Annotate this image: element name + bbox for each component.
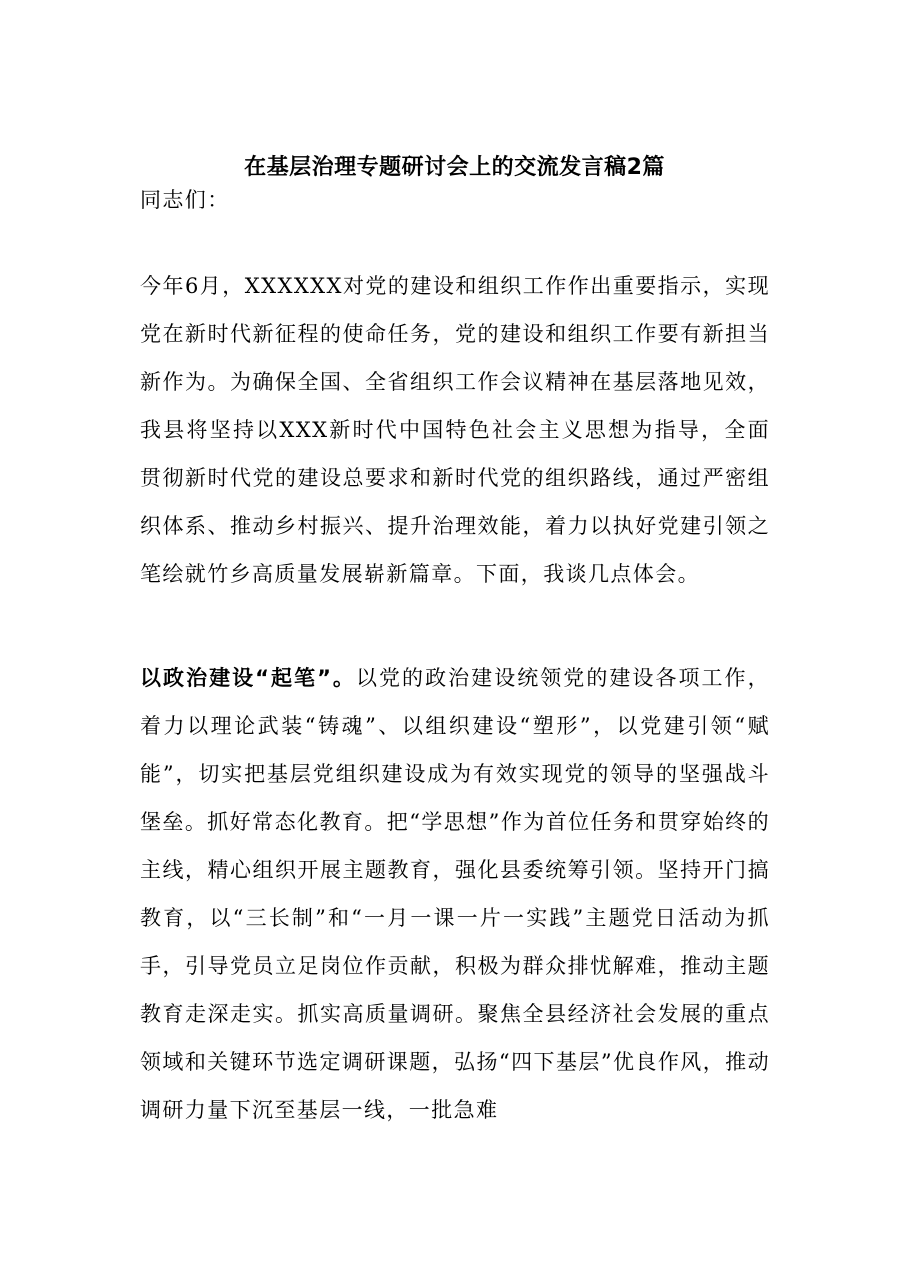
- greeting-text: 同志们：: [140, 188, 230, 212]
- paragraph-intro: 今年6月，XXXXXX对党的建设和组织工作作出重要指示，实现党在新时代新征程的使命任务，党的建设和组织工作要有新担当新作为。为确保全国、全省组织工作会议精神在基层落地见效，我县将坚持以XXX新时代中国特色社会主义思想为指导，全面贯彻新时代党的建设总要求和新时代党的组织路线，通过严密组织体系、推动乡村振兴、提升治理效能，着力以执好党建引领之笔绘就竹乡高质量发展崭新篇章。下面，我谈几点体会。: [140, 274, 770, 586]
- document-title: 在基层治理专题研讨会上的交流发言稿2篇: [244, 155, 665, 180]
- paragraph-body-text: 以党的政治建设统领党的建设各项工作，着力以理论武装“铸魂”、以组织建设“塑形”，以党建引领“赋能”，切实把基层党组织建设成为有效实现党的领导的坚强战斗堡垒。抓好常态化教育。把“学思想”作为首位任务和贯穿始终的主线，精心组织开展主题教育，强化县委统筹引领。坚持开门搞教育，以“三长制”和“一月一课一片一实践”主题党日活动为抓手，引导党员立足岗位作贡献，积极为群众排忧解难，推动主题教育走深走实。抓实高质量调研。聚焦全县经济社会发展的重点领域和关键环节选定调研课题，弘扬“四下基层”优良作风，推动调研力量下沉至基层一线，一批急难: [140, 666, 770, 1122]
- paragraph-political-building: [140, 654, 770, 1134]
- paragraph-lead-heading: 以政治建设“起笔”。: [140, 666, 356, 690]
